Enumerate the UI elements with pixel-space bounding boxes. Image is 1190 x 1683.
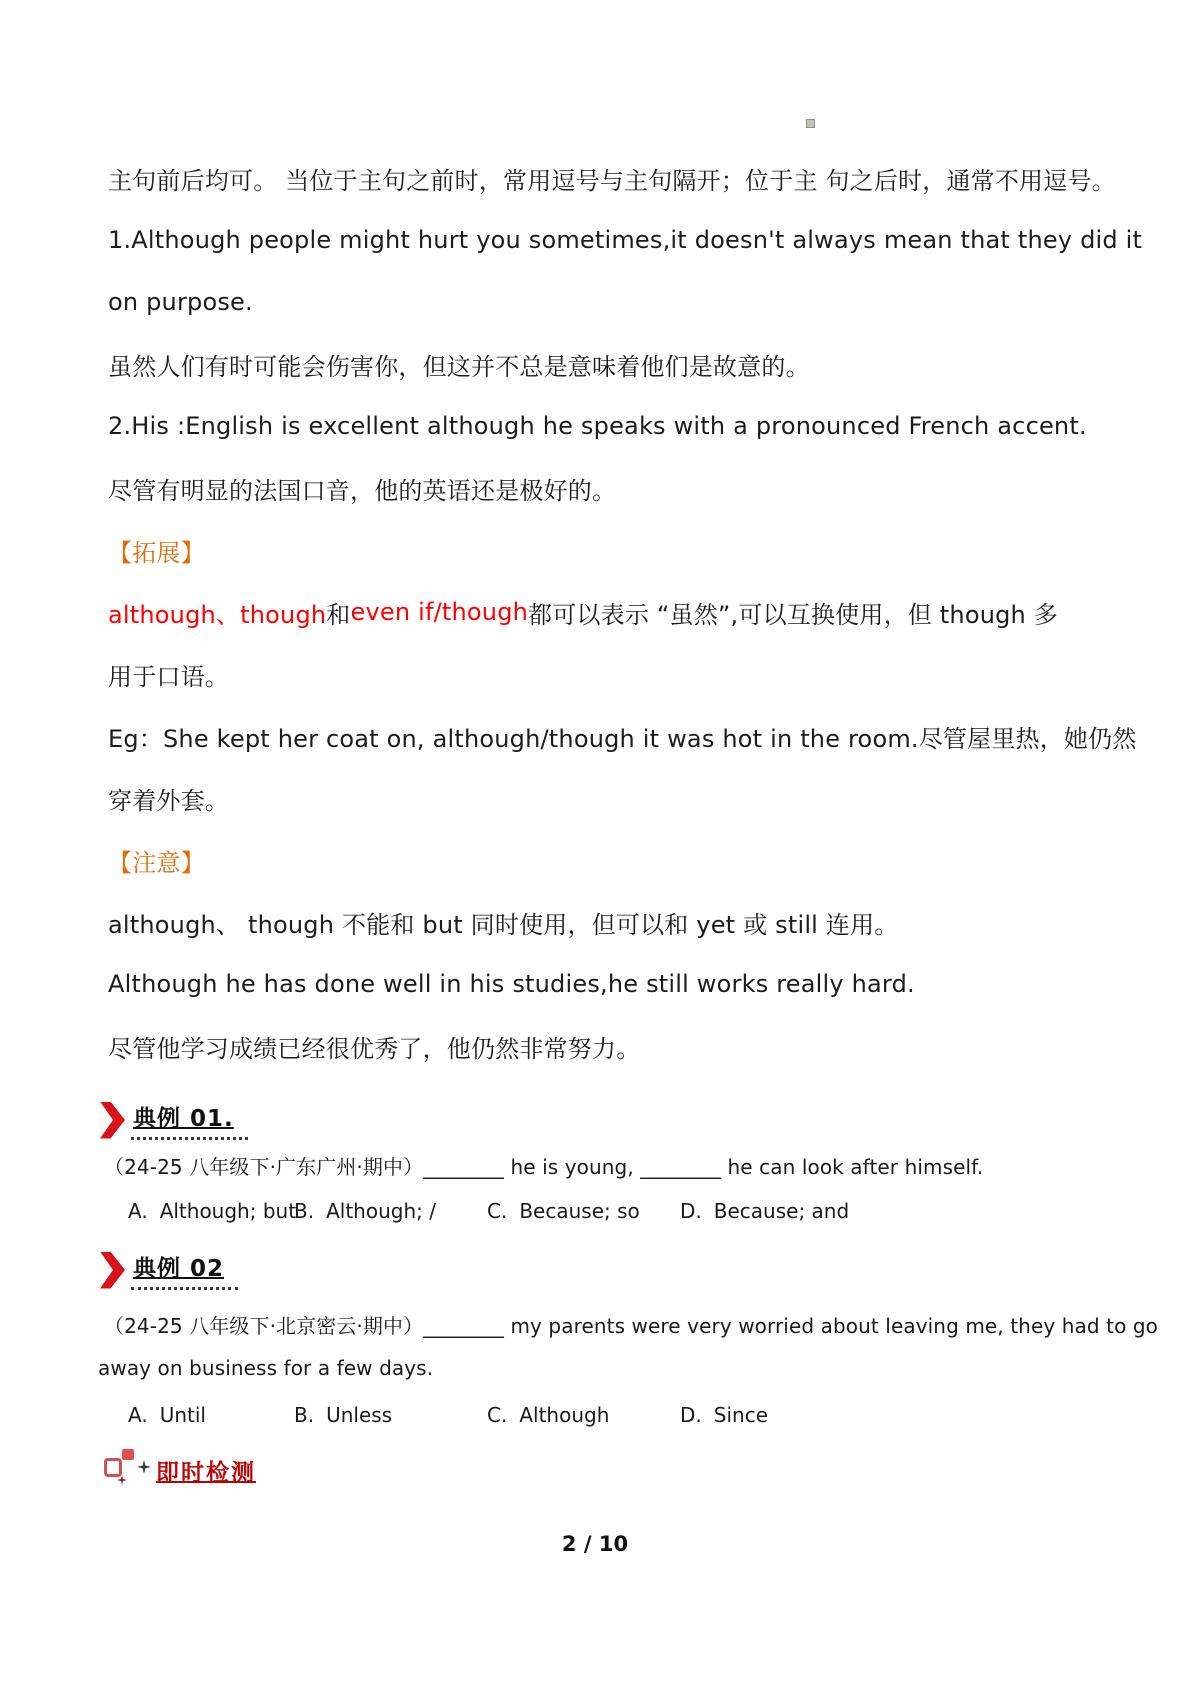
option-label: Because; and <box>713 1199 850 1223</box>
text-run: 2.His :English is excellent although he speaks with a pronounced French accent. <box>108 412 1087 440</box>
body-line <box>108 643 1130 705</box>
section-header <box>108 829 1130 891</box>
stray-mark <box>806 119 815 128</box>
option-a <box>128 1199 297 1223</box>
option-letter: C. <box>487 1403 508 1427</box>
red-chevron-icon <box>100 1252 125 1289</box>
text-run: Although he has done well in his studies,he still works really hard. <box>108 970 915 998</box>
instant-check-heading <box>104 1448 256 1492</box>
option-b <box>294 1403 487 1427</box>
text-run: although、though <box>108 600 327 629</box>
text-run: 1.Although people might hurt you sometimes,it doesn't always mean that they did it <box>108 226 1143 254</box>
body-line <box>108 209 1143 271</box>
section-header <box>108 519 1130 581</box>
option-d <box>680 1199 849 1223</box>
option-letter: B. <box>294 1199 315 1223</box>
example-01-heading <box>100 1100 248 1140</box>
example-01-title-text: 典例 01. <box>133 1106 234 1132</box>
option-d <box>680 1403 768 1427</box>
option-letter: A. <box>128 1199 148 1223</box>
body-line <box>108 767 1130 829</box>
option-b <box>294 1199 487 1223</box>
example-02-question-line-2: away on business for a few days. <box>98 1356 434 1380</box>
text-run: 尽管他学习成绩已经很优秀了，他仍然非常努力。 <box>108 1034 641 1063</box>
text-run: 都可以表示 “虽然”,可以互换使用，但 though 多 <box>528 600 1058 629</box>
text-run: on purpose. <box>108 288 253 316</box>
text-run: 尽管有明显的法国口音，他的英语还是极好的。 <box>108 476 617 505</box>
body-line <box>108 581 1130 643</box>
text-run: 和 <box>326 600 351 629</box>
instant-check-icon <box>104 1449 154 1491</box>
instant-check-label: 即时检测 <box>156 1459 256 1486</box>
option-letter: C. <box>487 1199 508 1223</box>
node-outline-shape <box>104 1458 122 1477</box>
text-run: 【拓展】 <box>108 538 205 567</box>
example-02-options <box>104 1396 768 1434</box>
option-label: Until <box>159 1403 206 1427</box>
option-letter: D. <box>680 1199 702 1223</box>
text-run: although、 though 不能和 but 同时使用，但可以和 yet 或 still 连用。 <box>108 910 899 939</box>
body-line <box>108 395 1130 457</box>
option-label: Although; / <box>326 1199 436 1223</box>
example-02-title <box>131 1250 238 1290</box>
option-a <box>128 1403 294 1427</box>
body-text-block <box>108 147 1143 1077</box>
text-run: 用于口语。 <box>108 662 229 691</box>
option-letter: A. <box>128 1403 148 1427</box>
sparkle-icon <box>137 1460 151 1474</box>
body-line <box>108 1015 1130 1077</box>
option-label: Although; but <box>159 1199 297 1223</box>
example-02-heading <box>100 1250 238 1290</box>
text-run: even if/though <box>350 598 529 626</box>
text-run: 【注意】 <box>108 848 205 877</box>
body-line <box>108 953 1130 1015</box>
option-letter: B. <box>294 1403 315 1427</box>
example-02-question-line-1: （24-25 八年级下·北京密云·期中）________ my parents were very worried about leaving me, they had to go <box>104 1313 1158 1338</box>
node-filled-shape <box>122 1449 134 1460</box>
option-label: Unless <box>326 1403 393 1427</box>
body-line <box>108 333 1130 395</box>
text-run: 穿着外套。 <box>108 786 229 815</box>
option-c <box>487 1199 680 1223</box>
red-chevron-icon <box>100 1102 125 1139</box>
body-line <box>108 457 1130 519</box>
example-02-title-text: 典例 02 <box>133 1256 225 1282</box>
option-label: Because; so <box>519 1199 640 1223</box>
body-line <box>108 147 1130 209</box>
option-label: Since <box>713 1403 768 1427</box>
example-01-title <box>131 1100 248 1140</box>
example-01-options <box>104 1192 849 1230</box>
page-number: 2 / 10 <box>561 1532 629 1556</box>
text-run: Eg：She kept her coat on, although/though it was hot in the room.尽管屋里热，她仍然 <box>108 724 1137 753</box>
body-line <box>108 271 1130 333</box>
body-line <box>108 705 1137 767</box>
option-c <box>487 1403 680 1427</box>
text-run: 主句前后均可。 当位于主句之前时，常用逗号与主句隔开；位于主 句之后时，通常不用逗号。 <box>108 166 1116 195</box>
option-label: Although <box>519 1403 610 1427</box>
body-line <box>108 891 1130 953</box>
example-01-question: （24-25 八年级下·广东广州·期中）________ he is young, ________ he can look after himself. <box>104 1154 984 1179</box>
option-letter: D. <box>680 1403 702 1427</box>
text-run: 虽然人们有时可能会伤害你，但这并不总是意味着他们是故意的。 <box>108 352 810 381</box>
